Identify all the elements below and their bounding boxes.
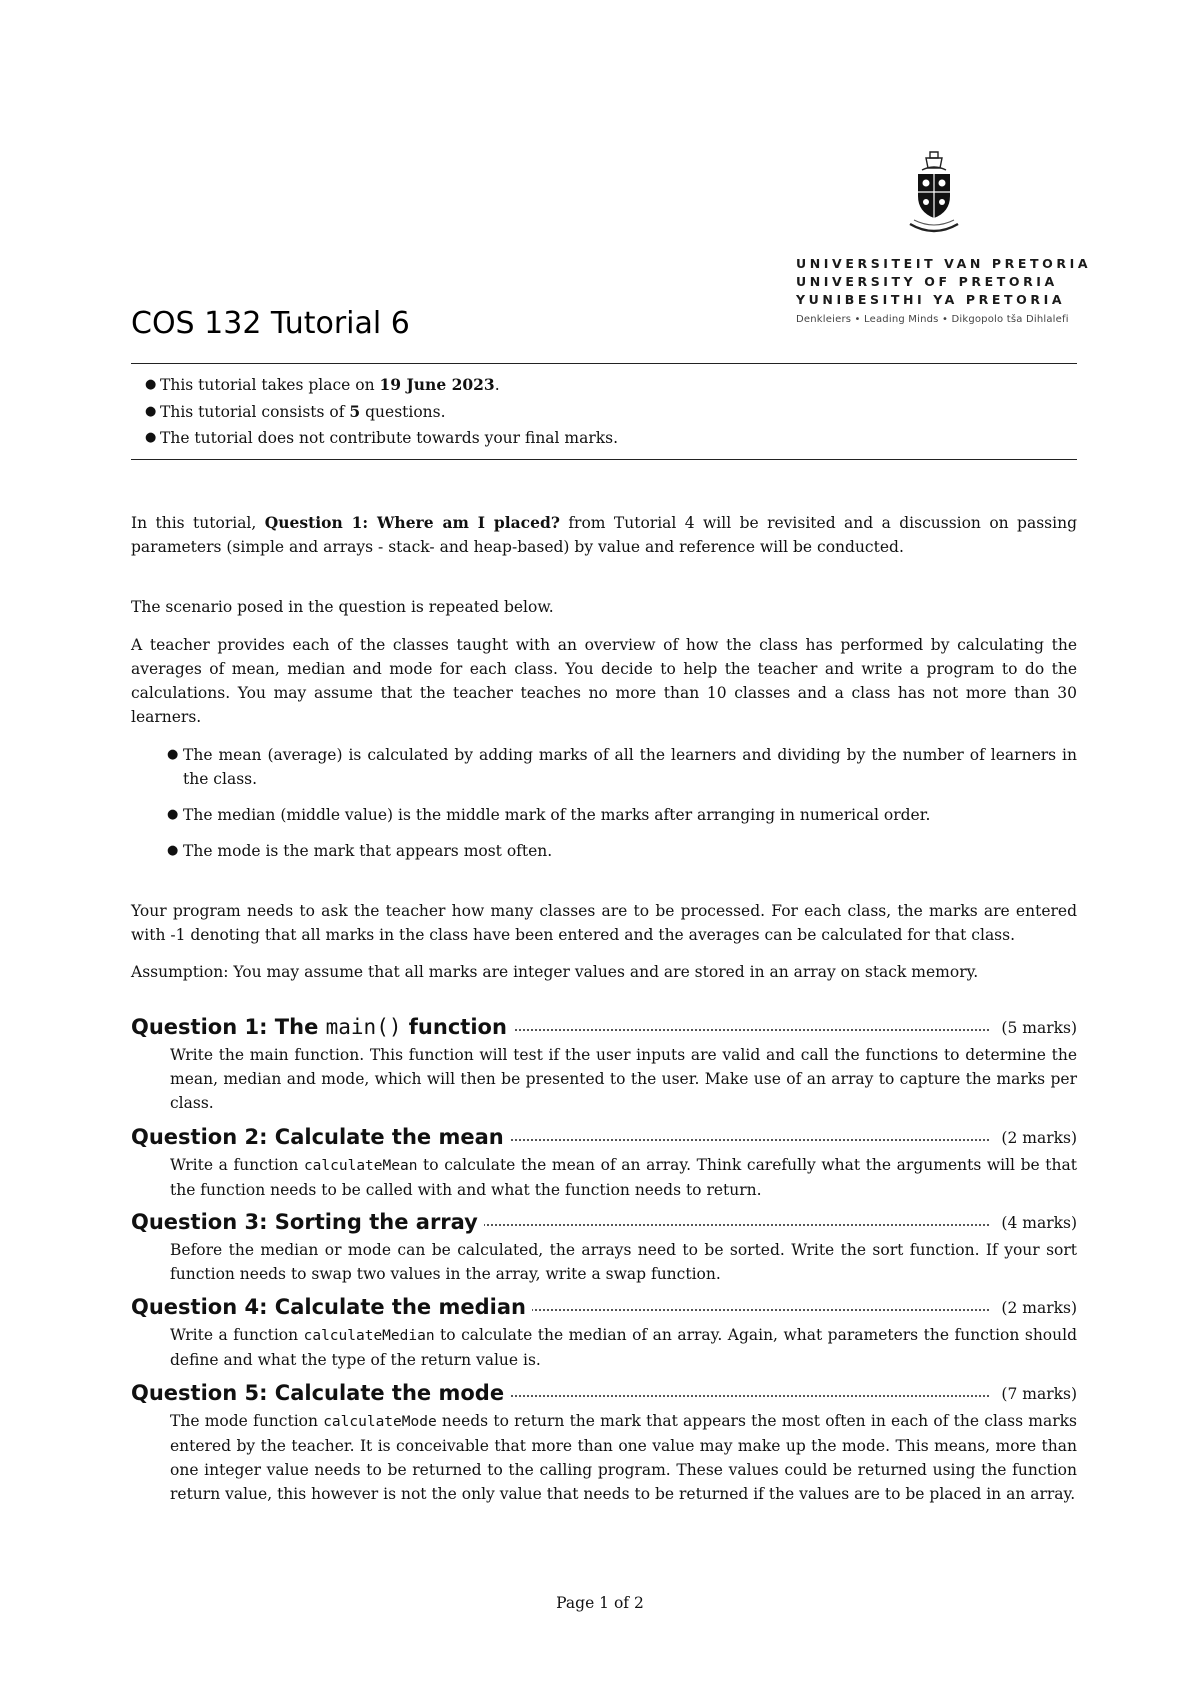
question-title: Question 4: Calculate the median [131,1295,532,1319]
definition-list-mean [167,743,1077,791]
question-5-heading [131,1381,1077,1411]
question-2-heading [131,1125,1077,1155]
university-name-sepedi: YUNIBESITHI YA PRETORIA [796,292,1066,307]
question-3-body: Before the median or mode can be calculated, the arrays need to be sorted. Write the sort function. If your sort function needs to swap two values in the array, write a swap function. [170,1241,1077,1283]
question-5-body: The mode function calculateMode needs to return the mark that appears the most often in each of the class marks entered by the teacher. It is conceivable that more than one value may make up the mode. This means, more than one integer value needs to be returned to the calling program. These values could be returned using the function return value, this however is not the only value that needs to be returned if the values are to be placed in an array. [170,1412,1077,1503]
bullet-icon: ● [167,807,179,822]
question-title: Question 1: The main() function [131,1015,513,1039]
definition-list-median [167,803,1077,827]
list-item: ● The mode is the mark that appears most often. [183,839,1077,863]
question-3-heading [131,1210,1077,1240]
list-item: ● The mean (average) is calculated by adding marks of all the learners and dividing by the number of learners in the class. [183,743,1077,791]
question-marks: (2 marks) [997,1299,1077,1317]
scenario-intro: The scenario posed in the question is repeated below. [131,598,554,616]
question-2-body: Write a function calculateMean to calculate the mean of an array. Think carefully what the arguments will be that the function needs to be called with and what the function needs to return. [170,1156,1077,1199]
bullet-icon: ● [167,843,179,858]
bullet-icon: ● [145,430,157,445]
university-name-afrikaans: UNIVERSITEIT VAN PRETORIA [796,256,1092,271]
bullet-icon: ● [145,377,157,392]
university-motto: Denkleiers • Leading Minds • Dikgopolo tša Dihlalefi [796,314,1069,325]
question-marks: (2 marks) [997,1129,1077,1147]
info-item-date: ● This tutorial takes place on 19 June 2023. [160,372,1060,399]
page-title: COS 132 Tutorial 6 [131,306,410,341]
scenario-paragraph: A teacher provides each of the classes taught with an overview of how the class has performed by calculating the averages of mean, median and mode for each class. You decide to help the teacher and write a program to do the calculations. You may assume that the teacher teaches no more than 10 classes and a class has not more than 30 learners. [131,636,1077,726]
top-divider [131,363,1077,364]
bullet-icon: ● [145,403,157,419]
question-title: Question 2: Calculate the mean [131,1125,510,1149]
definition-list-mode [167,839,1077,863]
question-4-heading [131,1295,1077,1325]
university-name-english: UNIVERSITY OF PRETORIA [796,274,1058,289]
info-item-questions: ● This tutorial consists of 5 questions. [160,399,1060,426]
bullet-icon: ● [167,747,179,762]
program-paragraph: Your program needs to ask the teacher how many classes are to be processed. For each class, the marks are entered with -1 denoting that all marks in the class have been entered and the averages can be calculated for that class. [131,902,1077,944]
info-item-marks: ● The tutorial does not contribute towards your final marks. [160,425,1060,452]
question-title: Question 5: Calculate the mode [131,1381,510,1405]
question-title: Question 3: Sorting the array [131,1210,484,1234]
question-1-heading [131,1015,1077,1045]
question-marks: (4 marks) [997,1214,1077,1232]
university-logo [796,148,1092,328]
info-list [145,372,1060,452]
question-4-body: Write a function calculateMedian to calculate the median of an array. Again, what parameters the function should define and what the type of the return value is. [170,1326,1077,1369]
page-number: Page 1 of 2 [556,1594,644,1612]
question-marks: (7 marks) [997,1385,1077,1403]
intro-paragraph: In this tutorial, Question 1: Where am I placed? from Tutorial 4 will be revisited and a discussion on passing parameters (simple and arrays - stack- and heap-based) by value and reference will be conducted. [131,513,1077,556]
assumption-paragraph: Assumption: You may assume that all marks are integer values and are stored in an array on stack memory. [131,963,979,981]
list-item: ● The median (middle value) is the middle mark of the marks after arranging in numerical order. [183,803,1077,827]
bottom-divider [131,459,1077,460]
university-crest-icon [904,148,964,244]
question-1-body: Write the main function. This function will test if the user inputs are valid and call the functions to determine the mean, median and mode, which will then be presented to the user. Make use of an array to capture the marks per class. [170,1046,1077,1112]
question-marks: (5 marks) [997,1019,1077,1037]
